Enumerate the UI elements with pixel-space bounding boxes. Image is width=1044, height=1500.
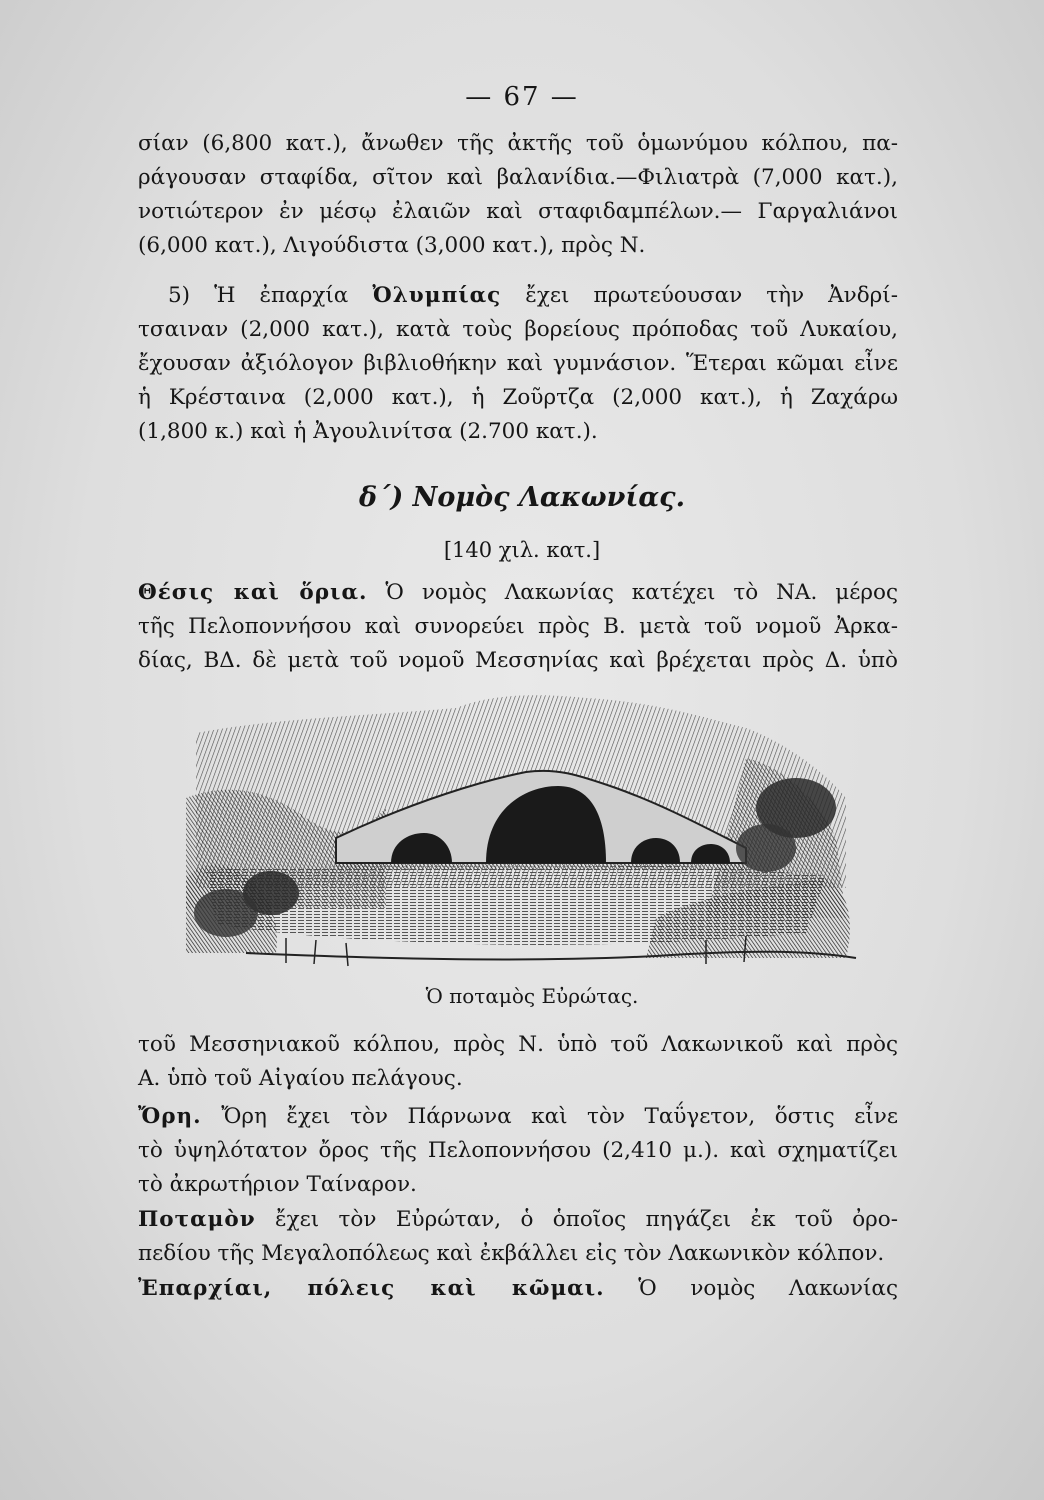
text-span: Ὄρη ἔχει τὸν Πάρνωνα καὶ τὸν Ταΰγετον, ὅστις εἶνε — [201, 1104, 898, 1129]
figure-caption: Ὁ ποταμὸς Εὐρώτας. — [425, 984, 639, 1008]
text-line: τσαιναν (2,000 κατ.), κατὰ τοὺς βορείους πρόποδας τοῦ Λυκαίου, — [138, 317, 898, 342]
paragraph-position-borders — [138, 576, 898, 678]
paragraph-borders-continued — [138, 1028, 898, 1096]
subheading-thesis: Θέσις καὶ ὅρια. — [138, 580, 368, 605]
text-line — [138, 279, 898, 313]
text-span: 5) Ἡ ἐπαρχία — [168, 283, 373, 308]
text-line: σίαν (6,800 κατ.), ἄνωθεν τῆς ἀκτῆς τοῦ ὁμωνύμου κόλπου, πα- — [138, 131, 898, 156]
subheading-provinces: Ἐπαρχίαι, πόλεις καὶ κῶμαι. — [138, 1276, 605, 1301]
text-line: ἡ Κρέσταινα (2,000 κατ.), ἡ Ζοῦρτζα (2,000 κατ.), ἡ Ζαχάρω — [138, 385, 898, 410]
text-line: ράγουσαν σταφίδα, σῖτον καὶ βαλανίδια.—Φιλιατρὰ (7,000 κατ.), — [138, 165, 898, 190]
text-line: (6,000 κατ.), Λιγούδιστα (3,000 κατ.), πρὸς Ν. — [138, 233, 646, 258]
subheading-mountains: Ὄρη. — [138, 1104, 202, 1129]
page-number: — 67 — — [465, 82, 579, 112]
text-line — [138, 1203, 898, 1237]
text-line: τοῦ Μεσσηνιακοῦ κόλπου, πρὸς Ν. ὑπὸ τοῦ Λακωνικοῦ καὶ πρὸς — [138, 1032, 898, 1057]
text-line: τὸ ἀκρωτήριον Ταίναρον. — [138, 1172, 417, 1197]
text-line: (1,800 κ.) καὶ ἡ Ἀγουλινίτσα (2.700 κατ.). — [138, 419, 598, 444]
text-line: δίας, ΒΔ. δὲ μετὰ τοῦ νομοῦ Μεσσηνίας καὶ βρέχεται πρὸς Δ. ὑπὸ — [138, 648, 898, 673]
paragraph-messinia-towns — [138, 127, 898, 263]
text-line — [138, 576, 898, 610]
paragraph-provinces — [138, 1272, 898, 1306]
section-title: δ΄) Νομὸς Λακωνίας. — [358, 482, 686, 513]
subheading-river: Ποταμὸν — [138, 1207, 256, 1232]
paragraph-river — [138, 1203, 898, 1271]
text-line: πεδίου τῆς Μεγαλοπόλεως καὶ ἐκβάλλει εἰς τὸν Λακωνικὸν κόλπον. — [138, 1241, 885, 1266]
text-line: τῆς Πελοποννήσου καὶ συνορεύει πρὸς Β. μετὰ τοῦ νομοῦ Ἀρκα- — [138, 614, 898, 639]
stone-arch-bridge-icon — [186, 688, 866, 978]
text-line — [138, 1100, 898, 1134]
text-span: ἔχει τὸν Εὐρώταν, ὁ ὁποῖος πηγάζει ἐκ τοῦ ὀρο- — [255, 1207, 898, 1232]
eurotas-river-engraving — [186, 688, 866, 978]
text-line: τὸ ὑψηλότατον ὄρος τῆς Πελοποννήσου (2,410 μ.). καὶ σχηματίζει — [138, 1138, 898, 1163]
text-span: Ὁ νομὸς Λακωνίας κατέχει τὸ ΝΑ. μέρος — [367, 580, 898, 605]
text-span: ἔχει πρωτεύουσαν τὴν Ἀνδρί- — [501, 283, 898, 308]
text-line: ἔχουσαν ἀξιόλογον βιβλιοθήκην καὶ γυμνάσιον. Ἕτεραι κῶμαι εἶνε — [138, 351, 898, 376]
population-note: [140 χιλ. κατ.] — [443, 538, 601, 562]
paragraph-olympia — [138, 279, 898, 449]
paragraph-mountains — [138, 1100, 898, 1202]
text-span: Ὁ νομὸς Λακωνίας — [604, 1276, 898, 1301]
text-line: νοτιώτερον ἐν μέσῳ ἐλαιῶν καὶ σταφιδαμπέλων.— Γαργαλιάνοι — [138, 199, 898, 224]
province-name-olympia: Ὀλυμπίας — [372, 283, 502, 308]
text-line: Α. ὑπὸ τοῦ Αἰγαίου πελάγους. — [138, 1066, 463, 1091]
text-line — [138, 1272, 898, 1306]
